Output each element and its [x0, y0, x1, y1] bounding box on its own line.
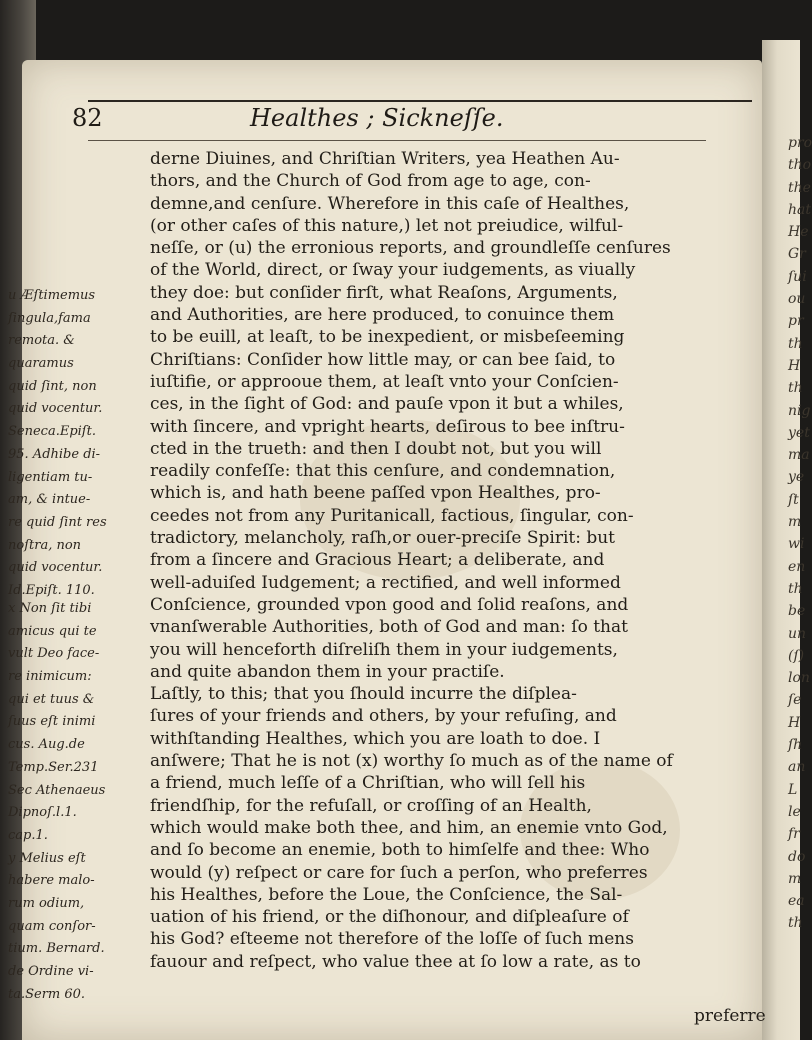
margin-note-line: quid ſint, non — [8, 378, 97, 394]
margin-note-line: Sec Athenaeus — [8, 782, 106, 798]
text-line: derne Diuines, and Chriſtian Writers, yea Heathen Au- — [150, 149, 620, 169]
text-line: and Authorities, are here produced, to conuince them — [150, 305, 615, 326]
facing-page-fragment: th — [788, 335, 803, 352]
text-line: withſtanding Healthes, which you are loath to doe. I — [150, 728, 601, 749]
facing-page-fragment: en — [788, 558, 806, 575]
margin-note-u — [8, 285, 148, 603]
text-line: fauour and reſpect, who value thee at ſo low a rate, as to — [150, 951, 641, 972]
facing-page-fragment: H — [788, 357, 801, 374]
margin-note-line: x Non ſit tibi — [8, 601, 92, 616]
text-line: cted in the trueth: and then I doubt not, but you will — [150, 438, 602, 459]
facing-page-fragment: L — [788, 781, 798, 798]
margin-note-line: cus. Aug.de — [8, 737, 85, 753]
facing-page-fragment: (ſ) — [788, 647, 805, 664]
margin-note-line: u Æſtimemus — [8, 288, 96, 303]
text-line: which would make both thee, and him, an enemie vnto God, — [150, 817, 668, 838]
facing-page-fragment: ou — [788, 291, 806, 308]
facing-page-fragment: th — [788, 580, 803, 597]
margin-note-line: quam conſor- — [8, 918, 96, 934]
facing-page-fragment: un — [788, 625, 807, 642]
margin-note-line: ligentiam tu- — [8, 469, 93, 485]
margin-note-line: ſingula,fama — [8, 310, 91, 326]
running-title: Healthes ; Sickneſſe. — [250, 104, 504, 132]
facing-page-fragment: wi — [788, 536, 805, 553]
margin-note-line: Temp.Ser.231 — [8, 759, 99, 775]
text-line: readily confeſſe: that this cenſure, and condemnation, — [150, 461, 616, 482]
margin-note-line: Seneca.Epiſt. — [8, 424, 96, 440]
facing-page-fragments — [762, 132, 812, 935]
facing-page-fragment: H — [788, 714, 801, 731]
margin-note-line: quid vocentur. — [8, 560, 103, 576]
top-rule — [88, 100, 752, 102]
text-line: to be euill, at leaſt, to be inexpedient, or misbeſeeming — [150, 327, 625, 348]
facing-page-fragment: ma — [788, 447, 810, 464]
facing-page-fragment: le — [788, 803, 801, 820]
facing-page-edge — [762, 40, 812, 1040]
facing-page-fragment: m — [788, 514, 802, 531]
facing-page-fragment: Gr — [788, 246, 806, 263]
facing-page-fragment: hat — [788, 201, 811, 218]
text-line: tradictory, melancholy, raſh,or ouer-preciſe Spirit: but — [150, 528, 616, 549]
text-line: Conſcience, grounded vpon good and ſolid reaſons, and — [150, 594, 629, 615]
margin-note-line: 95. Adhibe di- — [8, 446, 101, 462]
facing-page-fragment: an — [788, 759, 806, 776]
margin-note-line: remota. & — [8, 333, 75, 349]
margin-note-line: ta.Serm 60. — [8, 986, 86, 1002]
text-line: and ſo become an enemie, both to himſelfe and thee: Who — [150, 840, 650, 861]
text-line: which is, and hath beene paſſed vpon Healthes, pro- — [150, 483, 601, 504]
text-line: (or other caſes of this nature,) let not preiudice, wilful- — [150, 215, 624, 236]
page-number: 82 — [72, 104, 103, 132]
text-line: uation of his friend, or the diſhonour, and diſpleaſure of — [150, 907, 629, 928]
margin-note-line: am, & intue- — [8, 492, 91, 508]
text-line: friendſhip, for the refuſall, or croſſing of an Health, — [150, 795, 592, 816]
facing-page-fragment: ea — [788, 893, 805, 910]
margin-note-line: de Ordine vi- — [8, 964, 94, 979]
header-rule — [88, 140, 706, 141]
text-line: Laſtly, to this; that you ſhould incurre the diſplea- — [150, 684, 577, 705]
text-line: you will henceforth diſreliſh them in your iudgements, — [150, 639, 618, 660]
margin-note-line: re inimicum: — [8, 669, 92, 685]
text-line: well-aduiſed Iudgement; a rectified, and well informed — [150, 572, 621, 593]
facing-page-fragment: pro — [788, 135, 812, 151]
text-line: neſſe, or (u) the erronious reports, and groundleſſe cenſures — [150, 238, 671, 259]
margin-note-line: cap.1. — [8, 827, 48, 843]
facing-page-fragment: the — [788, 179, 811, 196]
text-line: of the World, direct, or ſway your iudgements, as viually — [150, 260, 636, 281]
facing-page-fragment: lon — [788, 670, 810, 687]
running-head — [40, 104, 760, 144]
text-line: his Healthes, before the Loue, the Conſcience, the Sal- — [150, 884, 623, 905]
facing-page-fragment: yet — [788, 424, 810, 441]
facing-page-fragment: ye — [788, 469, 805, 486]
margin-note-line: tium. Bernard. — [8, 941, 105, 957]
facing-page-fragment: ſt — [788, 491, 799, 508]
facing-page-fragment: be — [788, 603, 806, 620]
text-line: would (y) reſpect or care for ſuch a perſon, who preferres — [150, 862, 648, 883]
text-line: iuſtifie, or approoue them, at leaſt vnto your Conſcien- — [150, 371, 619, 392]
catchword: preferre — [694, 1006, 766, 1026]
margin-note-line: vult Deo face- — [8, 646, 100, 662]
text-line: from a ſincere and Gracious Heart; a deliberate, and — [150, 550, 605, 571]
text-line: demne,and cenſure. Wherefore in this caſe of Healthes, — [150, 193, 630, 214]
margin-note-line: Dipnoſ.l.1. — [8, 805, 77, 821]
text-line: anſwere; That he is not (x) worthy ſo much as of the name of — [150, 751, 673, 772]
text-line: with ſincere, and vpright hearts, deſirous to bee inſtru- — [150, 416, 625, 437]
facing-page-fragment: fr — [788, 826, 800, 843]
facing-page-fragment: do — [788, 848, 806, 865]
facing-page-fragment: ſe — [788, 692, 802, 709]
margin-note-line: quid vocentur. — [8, 401, 103, 417]
text-line: they doe: but conſider firſt, what Reaſons, Arguments, — [150, 282, 618, 303]
margin-note-x-y — [8, 598, 148, 1006]
facing-page-fragment: nig — [788, 402, 811, 419]
margin-note-line: habere malo- — [8, 873, 95, 889]
margin-note-line: rum odium, — [8, 895, 85, 911]
margin-note-line: ſuus eſt inimi — [8, 714, 96, 730]
text-line: a friend, much leſſe of a Chriſtian, who will ſell his — [150, 773, 586, 794]
text-line: vnanſwerable Authorities, both of God and man: ſo that — [150, 617, 628, 638]
text-line: and quite abandon them in your practiſe. — [150, 661, 505, 682]
text-line: Chriſtians: Conſider how little may, or can bee ſaid, to — [150, 349, 616, 370]
facing-page-fragment: m — [788, 870, 802, 887]
margin-note-line: noſtra, non — [8, 537, 82, 553]
text-line: ceedes not from any Puritanicall, factious, ſingular, con- — [150, 505, 634, 526]
margin-note-line: qui et tuus & — [8, 691, 95, 707]
facing-page-fragment: tho — [788, 157, 812, 174]
margin-note-line: y Melius eſt — [8, 850, 86, 866]
text-line: thors, and the Church of God from age to age, con- — [150, 171, 591, 192]
margin-note-line: quaramus — [8, 356, 74, 372]
facing-page-fragment: pr — [788, 313, 804, 330]
margin-note-line: amicus qui te — [8, 623, 97, 639]
main-text — [150, 148, 746, 973]
text-line: ces, in the ſight of God: and pauſe vpon it but a whiles, — [150, 394, 624, 415]
facing-page-fragment: ſui — [788, 268, 807, 285]
facing-page-fragment: ſh — [788, 737, 803, 754]
facing-page-fragment: He — [788, 224, 809, 241]
facing-page-fragment: th — [788, 380, 803, 397]
margin-note-line: re quid ſint res — [8, 514, 107, 530]
text-line: his God? eſteeme not therefore of the loſſe of ſuch mens — [150, 929, 634, 950]
margin-note-line: Id.Epiſt. 110. — [8, 582, 95, 598]
facing-page-fragment: th — [788, 915, 803, 932]
text-line: ſures of your friends and others, by your refuſing, and — [150, 706, 617, 727]
